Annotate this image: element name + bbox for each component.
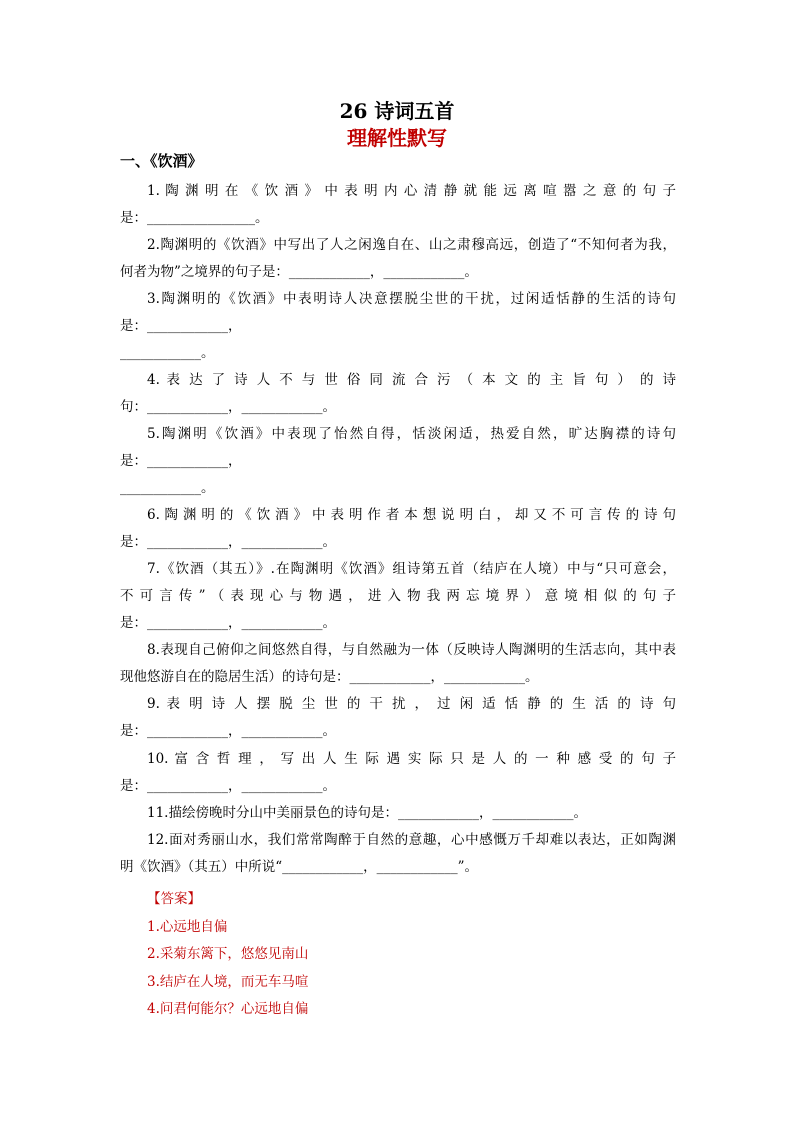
question-line: 是：____________， <box>120 318 242 334</box>
question-line: 11.描绘傍晚时分山中美丽景色的诗句是：____________，____________。 <box>147 805 587 821</box>
question-line: 5.陶渊明《饮酒》中表现了怡然自得，恬淡闲适，热爱自然，旷达胸襟的诗句 <box>147 426 676 442</box>
question-item <box>120 637 676 691</box>
question-line: 明《饮酒》（其五）中所说“____________，____________”。 <box>120 859 479 875</box>
question-line: 是：____________， <box>120 453 242 469</box>
question-line: 4. 表 达 了 诗 人 不 与 世 俗 同 流 合 污 （ 本 文 的 主 旨 句 ） 的 诗 <box>147 372 676 388</box>
question-item <box>120 827 676 881</box>
question-line: 6. 陶 渊 明 的 《 饮 酒 》 中 表 明 作 者 本 想 说 明 白 ， 却 又 不 可 言 传 的 诗 句 <box>147 507 676 523</box>
question-line: ____________。 <box>120 345 215 361</box>
question-item <box>120 178 676 232</box>
answer-heading: 【答案】 <box>147 891 201 907</box>
question-item <box>120 556 676 637</box>
page-title: 26 诗词五首 <box>339 99 455 123</box>
question-line: 1. 陶 渊 明 在 《 饮 酒 》 中 表 明 内 心 清 静 就 能 远 离 喧 嚣 之 意 的 句 子 <box>147 183 676 199</box>
question-item <box>120 691 676 745</box>
question-line: ____________。 <box>120 480 215 496</box>
question-line: 12.面对秀丽山水，我们常常陶醉于自然的意趣，心中感慨万千却难以表达，正如陶渊 <box>147 832 676 848</box>
answer-item: 4.问君何能尔？心远地自偏 <box>147 1001 309 1017</box>
question-line: 是：____________，____________。 <box>120 778 336 794</box>
question-line: 10. 富 含 哲 理 ， 写 出 人 生 际 遇 实 际 只 是 人 的 一 种 感 受 的 句 子 <box>147 751 676 767</box>
question-line: 何者为物”之境界的句子是：____________，____________。 <box>120 264 478 280</box>
question-line: 不 可 言 传 ” （ 表 现 心 与 物 遇 ， 进 入 物 我 两 忘 境 界 ） 意 境 相 似 的 句 子 <box>120 588 676 604</box>
question-item <box>120 367 676 421</box>
question-line: 句：____________，____________。 <box>120 399 336 415</box>
question-item <box>120 286 676 367</box>
question-line: 是：____________，____________。 <box>120 615 336 631</box>
question-line: 9. 表 明 诗 人 摆 脱 尘 世 的 干 扰 ， 过 闲 适 恬 静 的 生 活 的 诗 句 <box>147 696 676 712</box>
question-line: 7.《饮酒（其五）》.在陶渊明《饮酒》组诗第五首（结庐在人境）中与“只可意会， <box>147 561 676 577</box>
question-line: 8.表现自己俯仰之间悠然自得，与自然融为一体（反映诗人陶渊明的生活志向，其中表 <box>147 642 676 658</box>
question-item <box>120 800 676 827</box>
question-line: 是：____________，____________。 <box>120 723 336 739</box>
question-line: 是：________________。 <box>120 210 269 226</box>
question-line: 现他悠游自在的隐居生活）的诗句是：____________，____________。 <box>120 669 539 685</box>
question-line: 是：____________，____________。 <box>120 534 336 550</box>
question-line: 3.陶渊明的《饮酒》中表明诗人决意摆脱尘世的干扰，过闲适恬静的生活的诗句 <box>147 291 676 307</box>
page-subtitle: 理解性默写 <box>347 126 447 150</box>
section-heading: 一、《饮酒》 <box>120 152 203 170</box>
answer-item: 2.采菊东篱下，悠悠见南山 <box>147 946 309 962</box>
question-item <box>120 502 676 556</box>
question-item <box>120 421 676 502</box>
answer-item: 1.心远地自偏 <box>147 918 228 935</box>
answer-item: 3.结庐在人境，而无车马喧 <box>147 973 309 990</box>
answer-block <box>147 886 308 1024</box>
question-item <box>120 746 676 800</box>
question-line: 2.陶渊明的《饮酒》中写出了人之闲逸自在、山之肃穆高远，创造了“不知何者为我， <box>147 237 676 253</box>
question-item <box>120 232 676 286</box>
